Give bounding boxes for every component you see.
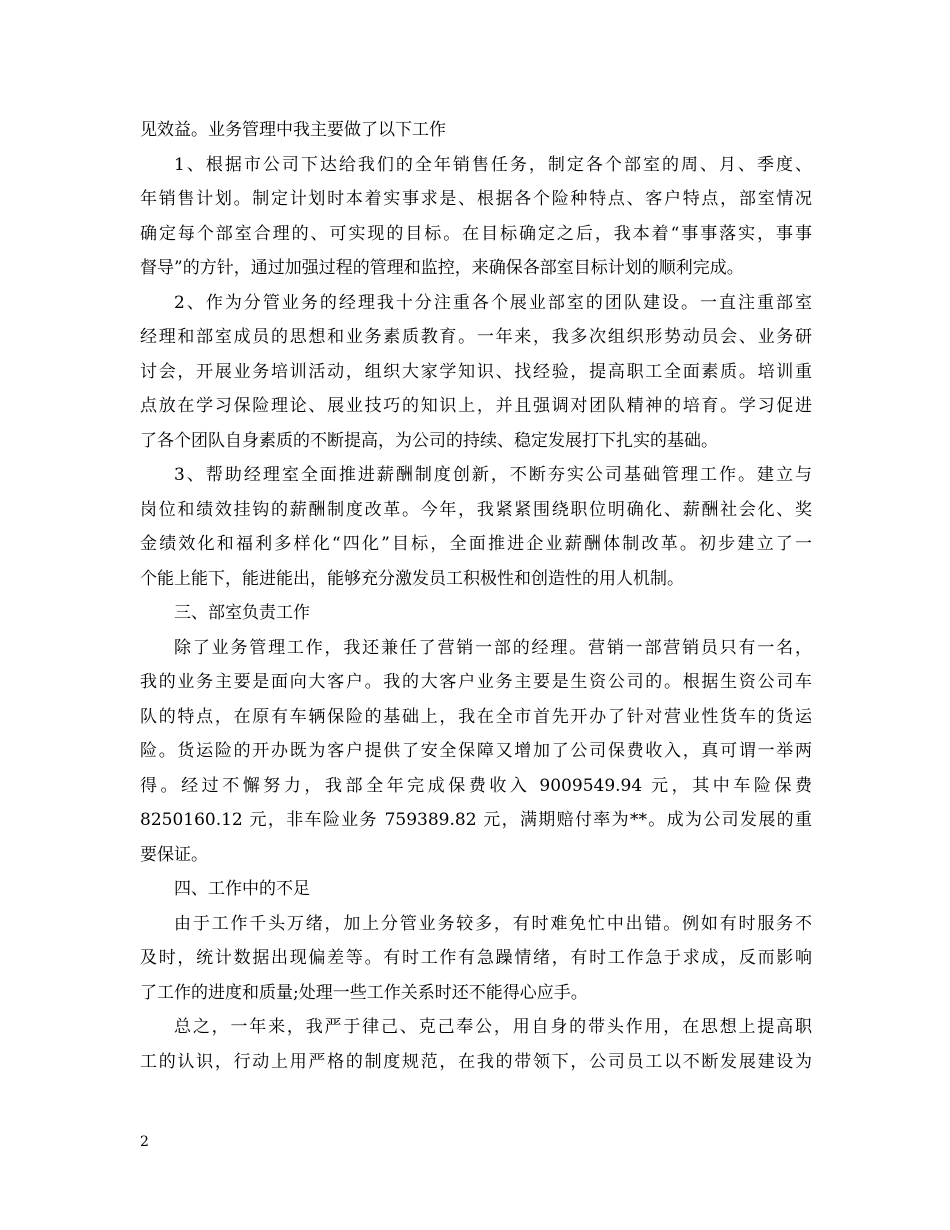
text-line: 要保证。 bbox=[140, 844, 208, 865]
text-line: 我的业务主要是面向大客户。我的大客户业务主要是生资公司的。根据生资公司车 bbox=[140, 672, 812, 692]
text-line: 3、帮助经理室全面推进薪酬制度创新，不断夯实公司基础管理工作。建立与 bbox=[174, 465, 812, 485]
text-line: 督导”的方针，通过加强过程的管理和监控，来确保各部室目标计划的顺利完成。 bbox=[140, 258, 744, 278]
section-heading: 四、工作中的不足 bbox=[174, 879, 310, 899]
text-line: 除了业务管理工作，我还兼任了营销一部的经理。营销一部营销员只有一名， bbox=[174, 637, 812, 658]
text-line: 年销售计划。制定计划时本着实事求是、根据各个险种特点、客户特点，部室情况 bbox=[140, 189, 812, 209]
text-line: 点放在学习保险理论、展业技巧的知识上，并且强调对团队精神的培育。学习促进 bbox=[140, 396, 812, 416]
text-line: 8250160.12 元，非车险业务 759389.82 元，满期赔付率为**。成为公司发展的重 bbox=[140, 810, 812, 830]
text-line: 见效益。业务管理中我主要做了以下工作 bbox=[140, 120, 446, 140]
document-body bbox=[140, 113, 812, 1079]
text-line: 险。货运险的开办既为客户提供了安全保障又增加了公司保费收入，真可谓一举两 bbox=[140, 741, 812, 761]
text-line: 讨会，开展业务培训活动，组织大家学知识、找经验，提高职工全面素质。培训重 bbox=[140, 361, 812, 382]
text-line: 工的认识，行动上用严格的制度规范，在我的带领下，公司员工以不断发展建设为 bbox=[140, 1051, 812, 1072]
text-line: 得。经过不懈努力，我部全年完成保费收入 9009549.94 元，其中车险保费 bbox=[140, 775, 812, 796]
text-line: 岗位和绩效挂钩的薪酬制度改革。今年，我紧紧围绕职位明确化、薪酬社会化、奖 bbox=[140, 499, 812, 520]
text-line: 1、根据市公司下达给我们的全年销售任务，制定各个部室的周、月、季度、 bbox=[174, 154, 812, 175]
page-number: 2 bbox=[140, 1134, 149, 1150]
text-line: 经理和部室成员的思想和业务素质教育。一年来，我多次组织形势动员会、业务研 bbox=[140, 327, 812, 347]
text-line: 队的特点，在原有车辆保险的基础上，我在全市首先开办了针对营业性货车的货运 bbox=[140, 706, 812, 727]
text-line: 确定每个部室合理的、可实现的目标。在目标确定之后，我本着“事事落实，事事 bbox=[140, 223, 812, 244]
text-line: 由于工作千头万绪，加上分管业务较多，有时难免忙中出错。例如有时服务不 bbox=[174, 913, 812, 934]
text-line: 了工作的进度和质量;处理一些工作关系时还不能得心应手。 bbox=[140, 982, 588, 1003]
text-line: 个能上能下，能进能出，能够充分激发员工积极性和创造性的用人机制。 bbox=[140, 568, 684, 589]
text-line: 了各个团队自身素质的不断提高，为公司的持续、稳定发展打下扎实的基础。 bbox=[140, 430, 718, 451]
text-line: 总之，一年来，我严于律己、克己奉公，用自身的带头作用，在思想上提高职 bbox=[174, 1017, 812, 1037]
text-line: 及时，统计数据出现偏差等。有时工作有急躁情绪，有时工作急于求成，反而影响 bbox=[140, 948, 812, 968]
text-line: 2、作为分管业务的经理我十分注重各个展业部室的团队建设。一直注重部室 bbox=[174, 292, 812, 313]
section-heading: 三、部室负责工作 bbox=[174, 603, 310, 623]
text-line: 金绩效化和福利多样化“四化”目标，全面推进企业薪酬体制改革。初步建立了一 bbox=[140, 534, 812, 554]
